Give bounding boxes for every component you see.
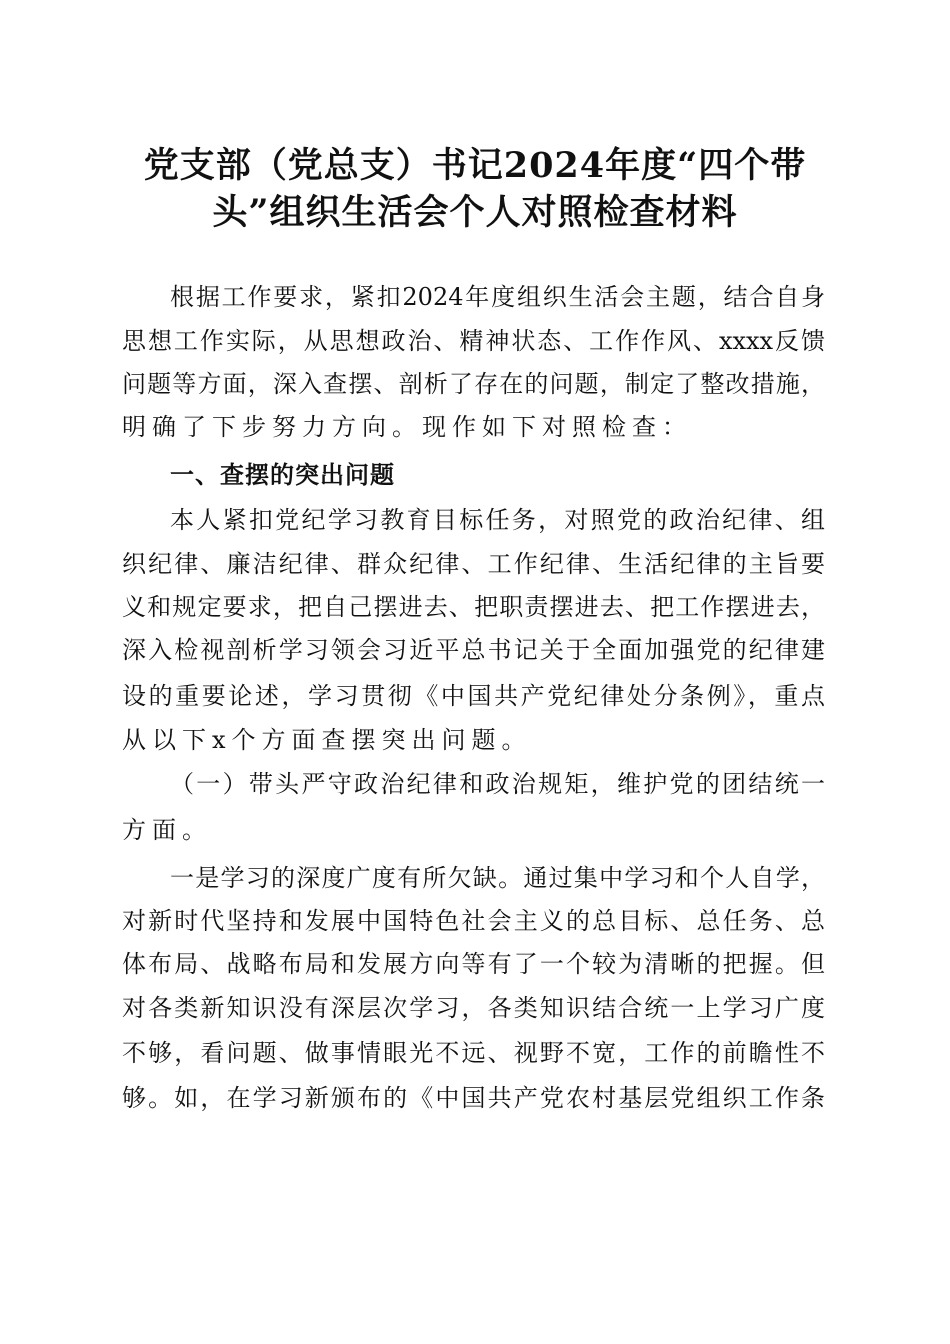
body-line: 织纪律、廉洁纪律、群众纪律、工作纪律、生活纪律的主旨要	[122, 550, 825, 578]
body-line: 思想工作实际，从思想政治、精神状态、工作作风、xxxx反馈	[122, 327, 825, 355]
body-line: 本人紧扣党纪学习教育目标任务，对照党的政治纪律、组	[170, 506, 825, 534]
body-line: 明确了下步努力方向。现作如下对照检查：	[122, 413, 692, 441]
document-title-line-1: 党支部（党总支）书记2024年度“四个带	[143, 145, 807, 186]
body-line: 不够，看问题、做事情眼光不远、视野不宽，工作的前瞻性不	[122, 1039, 825, 1067]
body-line: 对各类新知识没有深层次学习，各类知识结合统一上学习广度	[122, 994, 825, 1022]
body-line: 问题等方面，深入查摆、剖析了存在的问题，制定了整改措施，	[122, 370, 825, 398]
body-line: 义和规定要求，把自己摆进去、把职责摆进去、把工作摆进去，	[122, 593, 825, 621]
document-title-line-2: 头”组织生活会个人对照检查材料	[212, 192, 738, 233]
subsection-heading-cont: 方面。	[122, 816, 212, 844]
body-line: 深入检视剖析学习领会习近平总书记关于全面加强党的纪律建	[122, 636, 825, 664]
body-line: 够。如，在学习新颁布的《中国共产党农村基层党组织工作条	[122, 1084, 825, 1112]
section-heading: 一、查摆的突出问题	[170, 461, 395, 489]
body-line: 对新时代坚持和发展中国特色社会主义的总目标、总任务、总	[122, 907, 825, 935]
subsection-heading: （一）带头严守政治纪律和政治规矩，维护党的团结统一	[170, 770, 825, 798]
body-line: 根据工作要求，紧扣2024年度组织生活会主题，结合自身	[170, 283, 825, 311]
body-line: 从以下x个方面查摆突出问题。	[122, 726, 532, 754]
body-line: 设的重要论述，学习贯彻《中国共产党纪律处分条例》，重点	[122, 682, 825, 710]
body-line: 体布局、战略布局和发展方向等有了一个较为清晰的把握。但	[122, 950, 825, 978]
body-line: 一是学习的深度广度有所欠缺。通过集中学习和个人自学，	[170, 864, 825, 892]
